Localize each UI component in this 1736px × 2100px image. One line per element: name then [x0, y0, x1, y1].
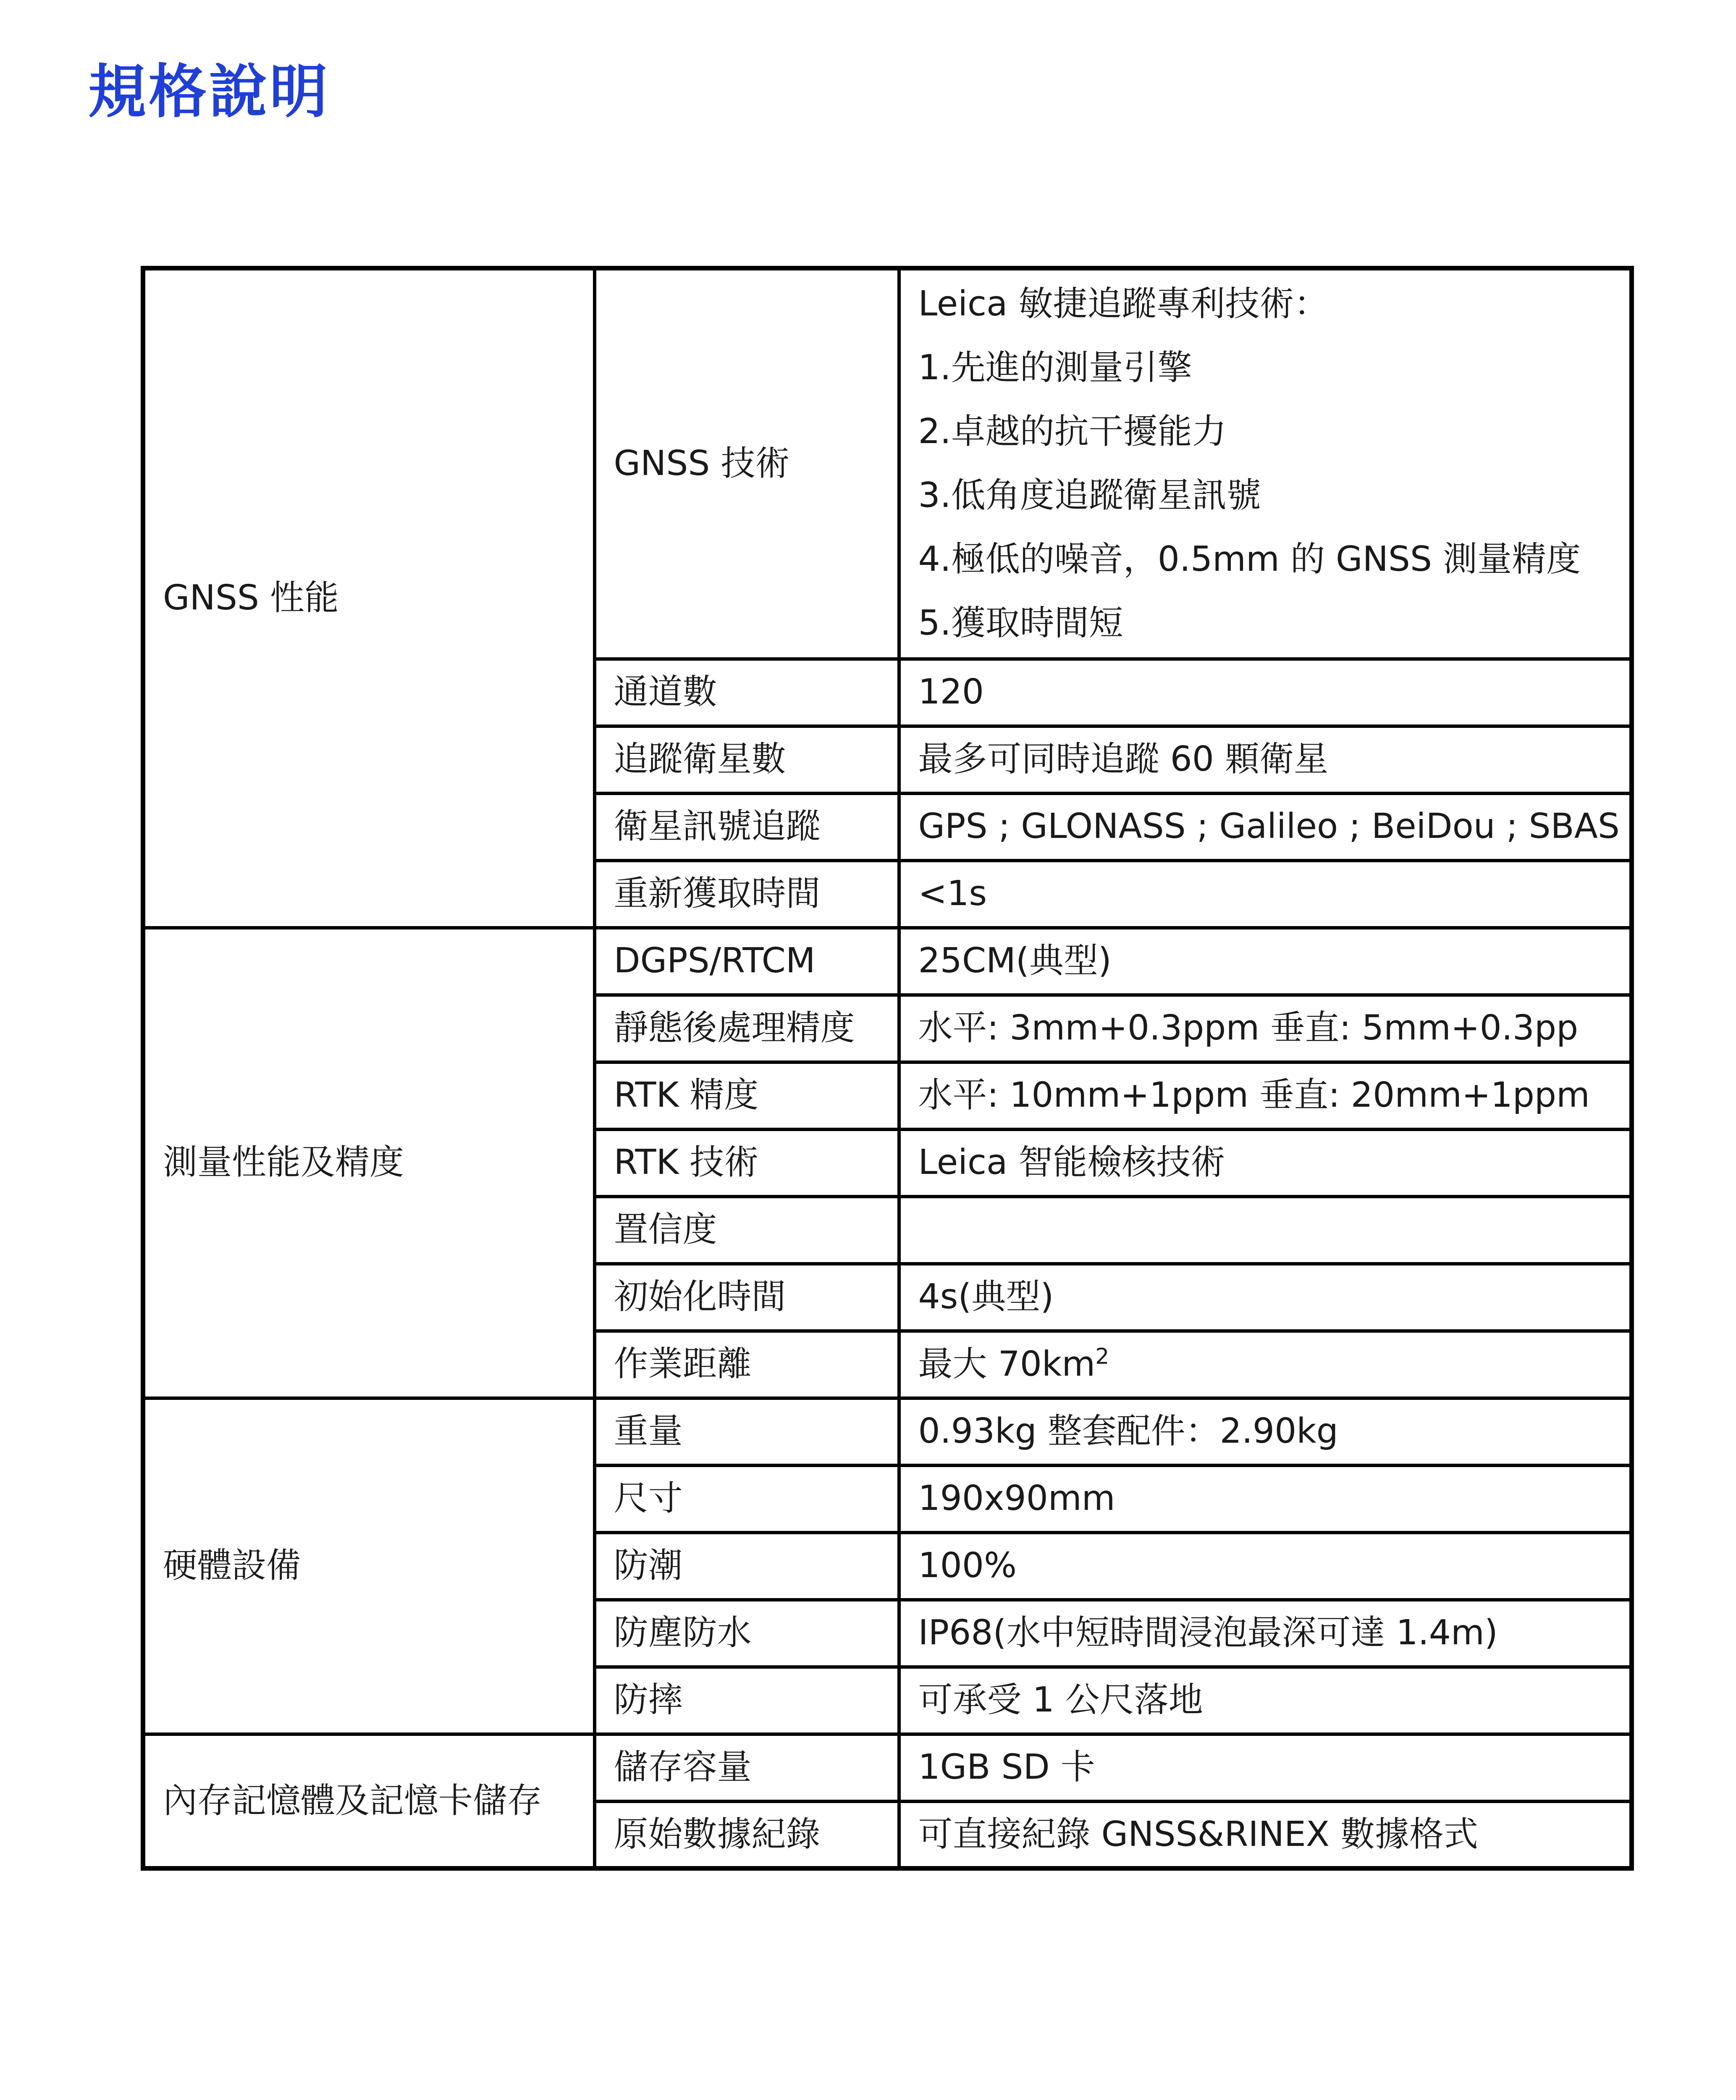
value-line: 4.極低的噪音，0.5mm 的 GNSS 測量精度: [918, 539, 1581, 580]
label-cell: 置信度: [595, 1197, 899, 1264]
label-cell: RTK 技術: [595, 1129, 899, 1197]
label-cell: DGPS/RTCM: [595, 928, 899, 995]
label-cell: 作業距離: [595, 1331, 899, 1398]
value-cell: 1GB SD 卡: [899, 1734, 1632, 1801]
value-cell: GPS ; GLONASS ; Galileo ; BeiDou ; SBAS: [899, 793, 1632, 861]
value-cell: [899, 1331, 1632, 1398]
table-row: [143, 1398, 1632, 1465]
value-cell: Leica 智能檢核技術: [899, 1129, 1632, 1197]
value-cell: 120: [899, 659, 1632, 726]
label-cell: 原始數據紀錄: [595, 1801, 899, 1869]
label-cell: 防潮: [595, 1533, 899, 1600]
value-text: 最大 70km: [918, 1344, 1096, 1384]
value-cell: IP68(水中短時間浸泡最深可達 1.4m): [899, 1600, 1632, 1667]
value-lines: [918, 272, 1630, 655]
value-superscript: 2: [1095, 1344, 1109, 1370]
spec-table: [141, 266, 1634, 1871]
value-cell: [899, 268, 1632, 659]
value-cell: 4s(典型): [899, 1264, 1632, 1331]
value-cell: 100%: [899, 1533, 1632, 1600]
value-line: 5.獲取時間短: [918, 603, 1123, 643]
value-line: 3.低角度追蹤衛星訊號: [918, 475, 1261, 516]
value-cell: 水平: 10mm+1ppm 垂直: 20mm+1ppm: [899, 1062, 1632, 1129]
value-cell: 可承受 1 公尺落地: [899, 1667, 1632, 1734]
label-cell: 通道數: [595, 659, 899, 726]
label-cell: 儲存容量: [595, 1734, 899, 1801]
value-cell: [899, 1197, 1632, 1264]
value-cell: 0.93kg 整套配件：2.90kg: [899, 1398, 1632, 1465]
label-cell: 重新獲取時間: [595, 861, 899, 928]
value-cell: 可直接紀錄 GNSS&RINEX 數據格式: [899, 1801, 1632, 1869]
value-line: 1.先進的測量引擎: [918, 348, 1192, 388]
table-row: [143, 928, 1632, 995]
label-cell: 衛星訊號追蹤: [595, 793, 899, 861]
label-cell: 防摔: [595, 1667, 899, 1734]
page-title: 規格說明: [88, 58, 330, 126]
label-cell: 追蹤衛星數: [595, 726, 899, 793]
value-cell: 最多可同時追蹤 60 顆衛星: [899, 726, 1632, 793]
category-cell: 內存記憶體及記憶卡儲存: [143, 1734, 595, 1869]
label-cell: GNSS 技術: [595, 268, 899, 659]
label-cell: RTK 精度: [595, 1062, 899, 1129]
value-cell: 水平: 3mm+0.3ppm 垂直: 5mm+0.3pp: [899, 995, 1632, 1062]
label-cell: 重量: [595, 1398, 899, 1465]
label-cell: 防塵防水: [595, 1600, 899, 1667]
category-cell: GNSS 性能: [143, 268, 595, 928]
category-cell: 測量性能及精度: [143, 928, 595, 1398]
value-cell: <1s: [899, 861, 1632, 928]
label-cell: 靜態後處理精度: [595, 995, 899, 1062]
value-line: 2.卓越的抗干擾能力: [918, 412, 1227, 452]
table-row: [143, 1734, 1632, 1801]
label-cell: 尺寸: [595, 1465, 899, 1533]
value-cell: 25CM(典型): [899, 928, 1632, 995]
table-row: [143, 268, 1632, 659]
value-line: Leica 敏捷追蹤專利技術：: [918, 284, 1329, 324]
label-cell: 初始化時間: [595, 1264, 899, 1331]
value-cell: 190x90mm: [899, 1465, 1632, 1533]
category-cell: 硬體設備: [143, 1398, 595, 1734]
